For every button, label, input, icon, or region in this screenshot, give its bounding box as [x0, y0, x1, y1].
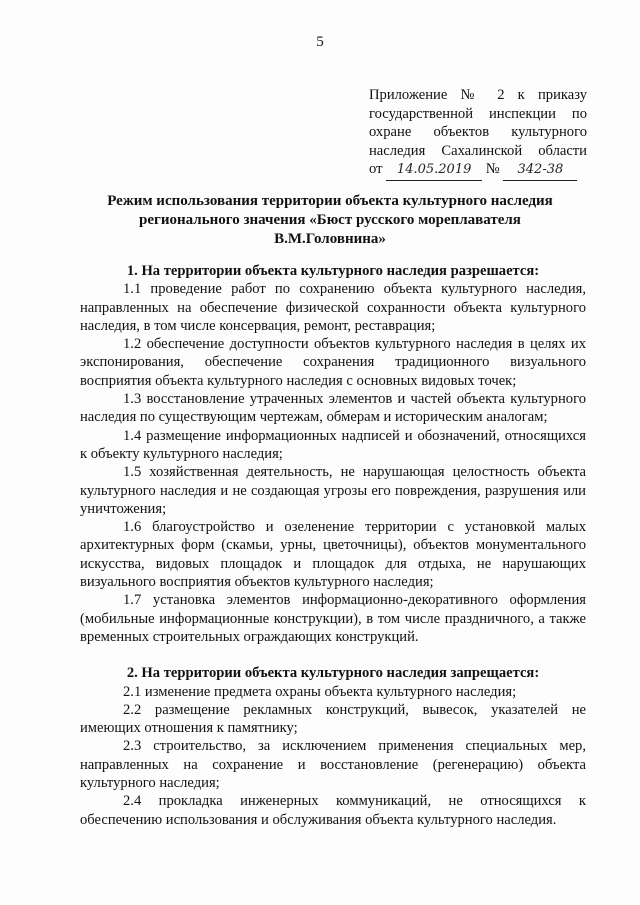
- item-1-7: 1.7 установка элементов информационно-декоративного оформления (мобильные информационные конструкции), в том числе праздничного, а также временных строительных ограждающих конструкций.: [80, 592, 586, 645]
- item-1-4: 1.4 размещение информационных надписей и обозначений, относящихся к объекту культурного наследия;: [80, 427, 586, 462]
- item-2-3: 2.3 строительство, за исключением применения специальных мер, направленных на сохранение и восстановление (регенерацию) объекта культурного наследия;: [80, 738, 586, 792]
- appendix-line-2: государственной инспекции по: [369, 105, 587, 122]
- appendix-date-line: [369, 160, 587, 181]
- item-1-6: 1.6 благоустройство и озеленение территории с установкой малых архитектурных форм (скамьи, урны, цветочницы), объектов монументального искусства, видовых площадок и площадок для отдыха, не нарушающих визуального восприятия объектов культурного наследия;: [80, 519, 586, 591]
- appendix-line-3: охране объектов культурного: [369, 124, 587, 141]
- item-1-2: 1.2 обеспечение доступности объектов культурного наследия в целях их экспонирования, обеспечение сохранения традиционного визуального восприятия объекта культурного наследия с основных видовых точек;: [80, 336, 586, 389]
- section-2-heading: 2. На территории объекта культурного наследия запрещается:: [126, 665, 540, 682]
- item-1-3: 1.3 восстановление утраченных элементов и частей объекта культурного наследия по существующим чертежам, обмерам и историческим аналогам;: [80, 391, 586, 426]
- item-1-1: 1.1 проведение работ по сохранению объекта культурного наследия, направленных на обеспечение физической сохранности объекта культурного наследия, в том числе консервация, ремонт, реставрация;: [80, 281, 586, 334]
- handwritten-date: 14.05.2019: [386, 161, 482, 181]
- number-label: №: [485, 161, 500, 178]
- item-2-4: 2.4 прокладка инженерных коммуникаций, не относящихся к обеспечению использования и обслуживания объекта культурного наследия.: [80, 793, 586, 828]
- handwritten-number: 342-38: [503, 161, 577, 181]
- appendix-block: [369, 86, 587, 181]
- title-line-3: В.М.Головнина»: [274, 231, 386, 247]
- title-line-2: регионального значения «Бюст русского мореплавателя: [139, 212, 521, 228]
- document-title: [70, 192, 590, 249]
- title-line-1: Режим использования территории объекта культурного наследия: [107, 193, 553, 209]
- from-label: от: [369, 161, 383, 178]
- appendix-line-1: Приложение № 2 к приказу: [369, 87, 587, 103]
- item-2-2: 2.2 размещение рекламных конструкций, вывесок, указателей не имеющих отношения к памятнику;: [80, 701, 586, 737]
- page-number: 5: [316, 34, 324, 50]
- item-1-5: 1.5 хозяйственная деятельность, не нарушающая целостность объекта культурного наследия и не создающая угрозы его повреждения, разрушения или уничтожения;: [80, 464, 586, 517]
- appendix-line-4: наследия Сахалинской области: [369, 142, 587, 159]
- document-body: [80, 262, 586, 829]
- item-2-1: 2.1 изменение предмета охраны объекта культурного наследия;: [123, 683, 517, 700]
- section-1-heading: 1. На территории объекта культурного наследия разрешается:: [126, 263, 540, 279]
